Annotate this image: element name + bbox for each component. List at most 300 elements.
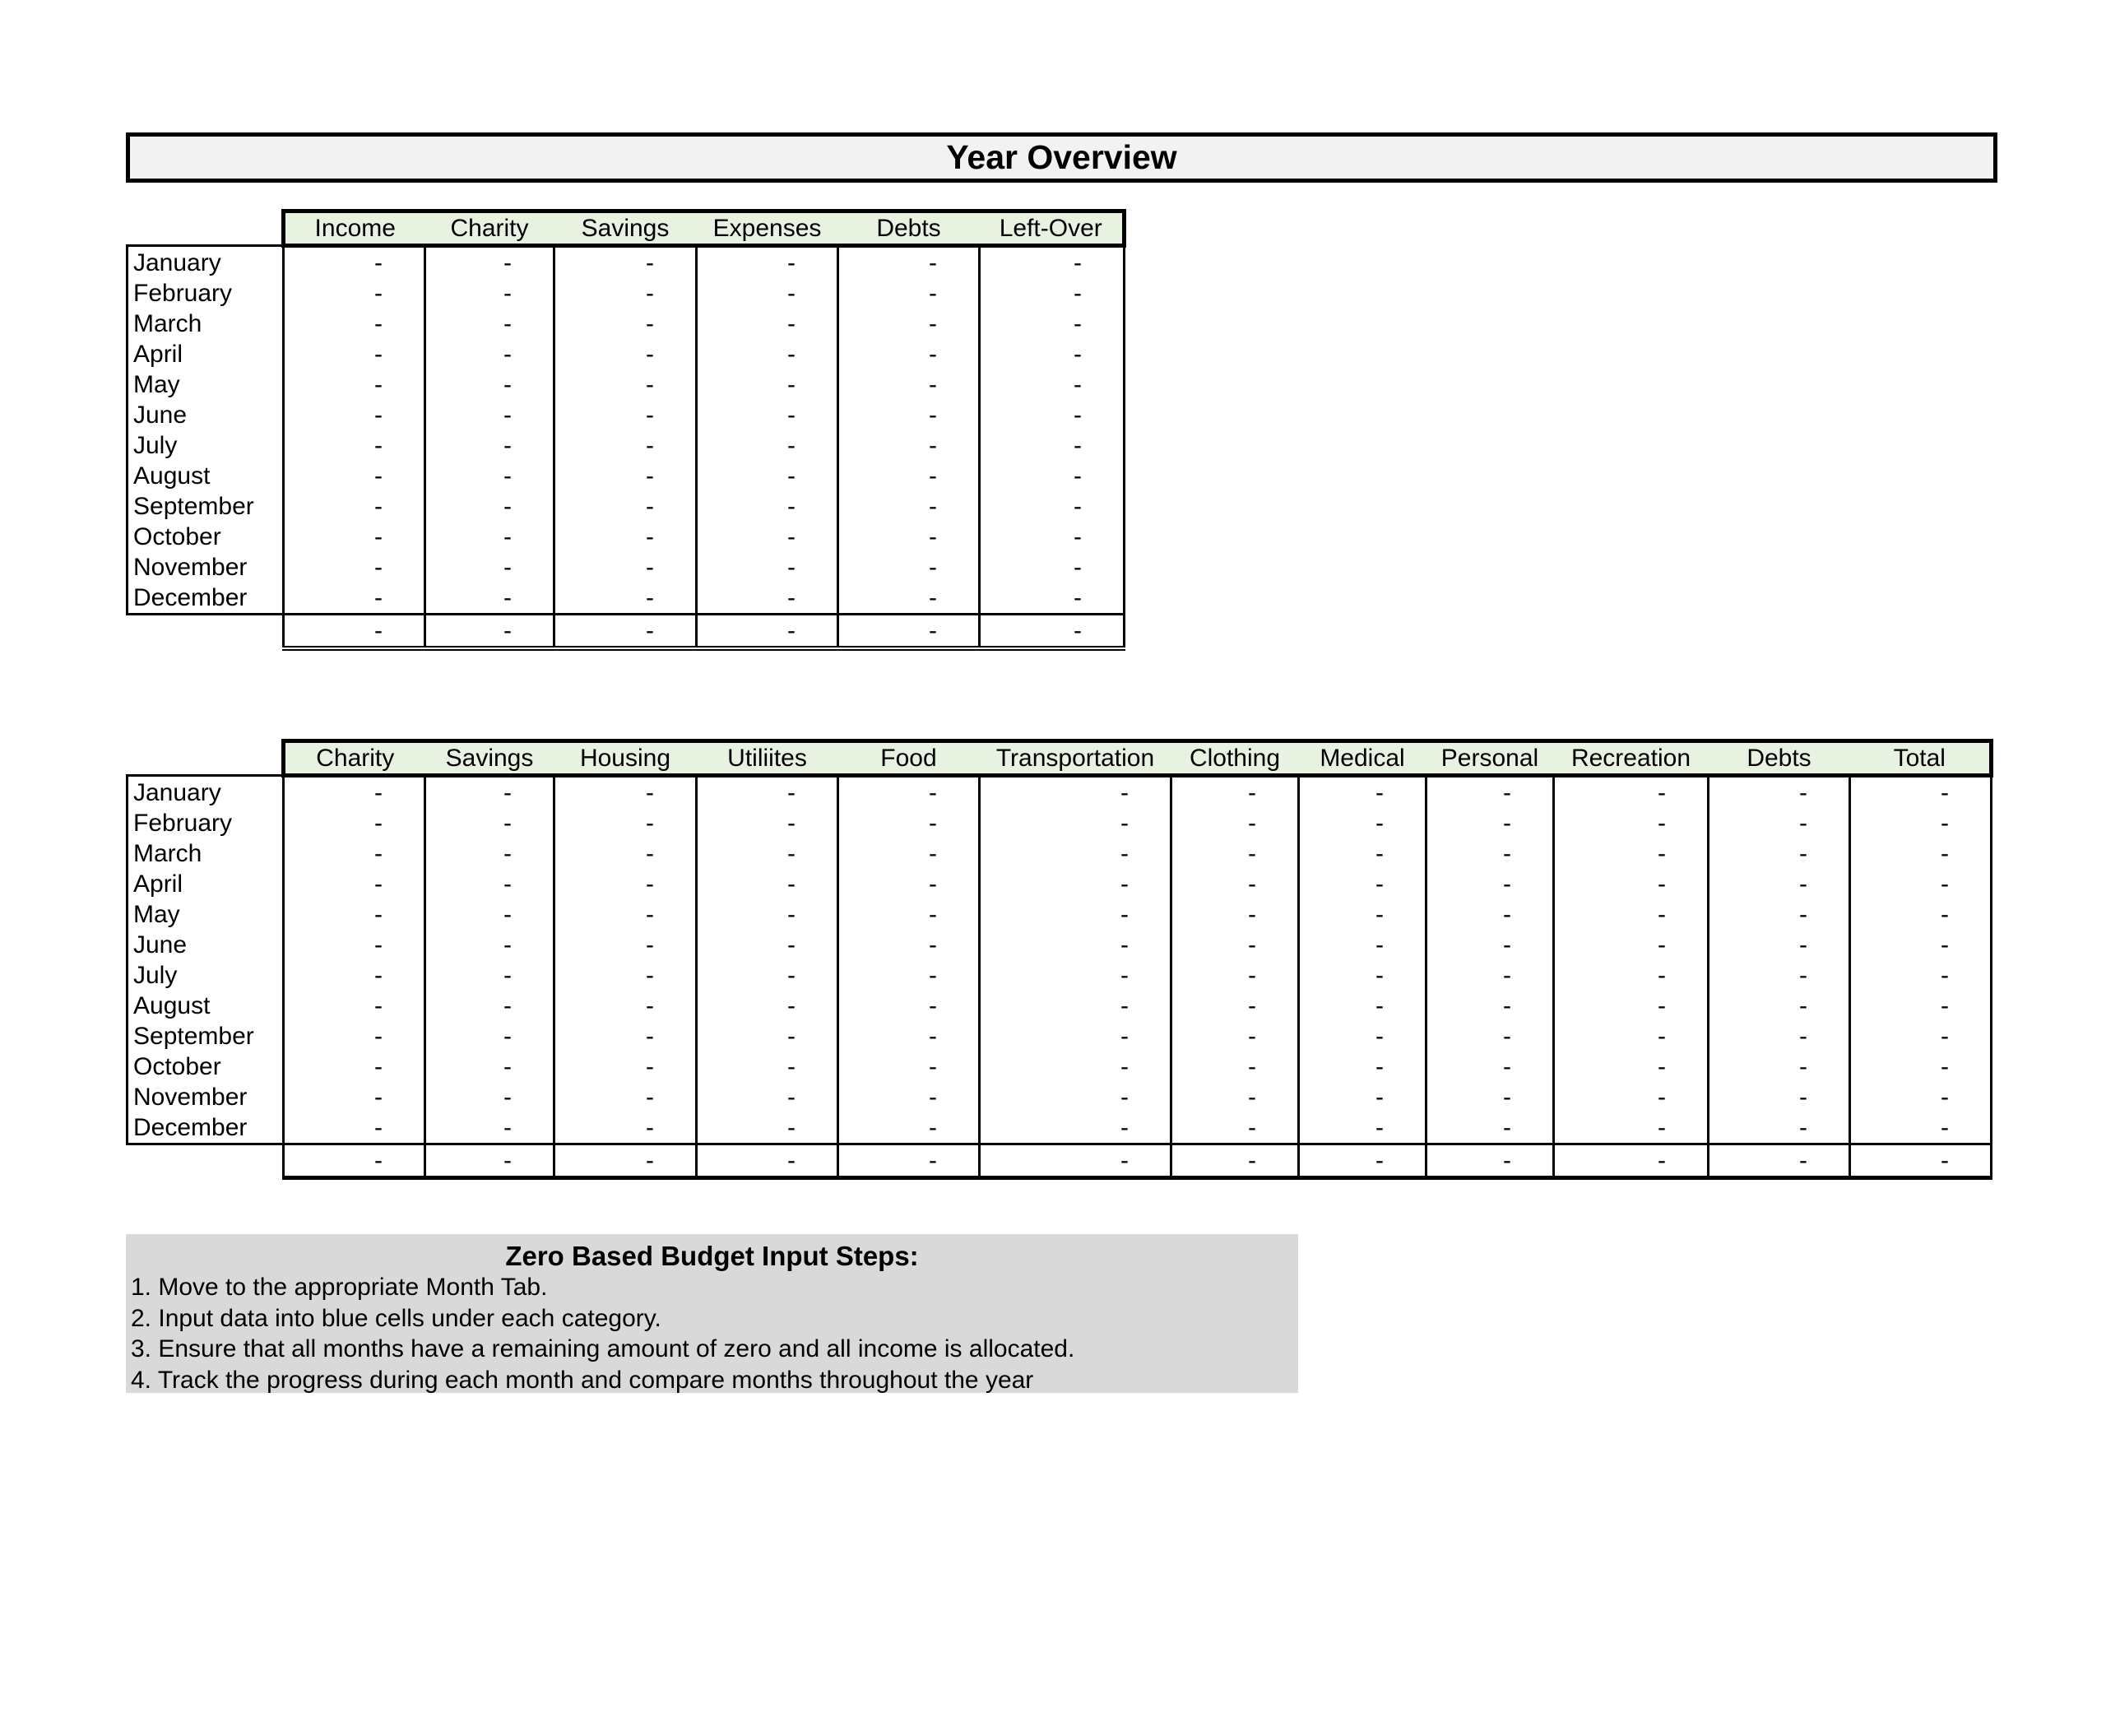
value-cell[interactable]: - bbox=[1554, 1112, 1709, 1144]
total-cell: - bbox=[697, 1144, 838, 1178]
value-cell[interactable]: - bbox=[284, 1021, 425, 1051]
total-cell: - bbox=[1850, 1144, 1992, 1178]
corner-blank bbox=[128, 741, 284, 776]
value-cell[interactable]: - bbox=[838, 1082, 980, 1112]
value-cell[interactable]: - bbox=[697, 1112, 838, 1144]
value-cell[interactable]: - bbox=[554, 339, 697, 369]
value-cell[interactable]: - bbox=[1709, 808, 1850, 838]
value-cell[interactable]: - bbox=[1554, 1021, 1709, 1051]
value-cell[interactable]: - bbox=[554, 869, 697, 899]
value-cell[interactable]: - bbox=[425, 930, 554, 960]
value-cell[interactable]: - bbox=[980, 930, 1171, 960]
value-cell[interactable]: - bbox=[1709, 869, 1850, 899]
value-cell[interactable]: - bbox=[1299, 838, 1426, 869]
column-header: Total bbox=[1850, 741, 1992, 776]
step-item: 3. Ensure that all months have a remaining amount of zero and all income is allocated. bbox=[131, 1335, 1075, 1362]
column-header: Charity bbox=[284, 741, 425, 776]
table-row bbox=[128, 491, 1125, 522]
value-cell[interactable]: - bbox=[554, 1082, 697, 1112]
value-cell[interactable]: - bbox=[1709, 991, 1850, 1021]
value-cell[interactable]: - bbox=[980, 339, 1125, 369]
value-cell[interactable]: - bbox=[425, 552, 554, 583]
value-cell[interactable]: - bbox=[1850, 808, 1992, 838]
table-row bbox=[128, 838, 1992, 869]
value-cell[interactable]: - bbox=[284, 430, 425, 461]
value-cell[interactable]: - bbox=[1426, 960, 1554, 991]
month-label: September bbox=[128, 491, 284, 522]
value-cell[interactable]: - bbox=[980, 1112, 1171, 1144]
value-cell[interactable]: - bbox=[1554, 1082, 1709, 1112]
value-cell[interactable]: - bbox=[980, 309, 1125, 339]
value-cell[interactable]: - bbox=[425, 808, 554, 838]
value-cell[interactable]: - bbox=[697, 838, 838, 869]
value-cell[interactable]: - bbox=[425, 960, 554, 991]
value-cell[interactable]: - bbox=[1554, 930, 1709, 960]
value-cell[interactable]: - bbox=[697, 1021, 838, 1051]
value-cell[interactable]: - bbox=[284, 869, 425, 899]
total-cell: - bbox=[838, 1144, 980, 1178]
value-cell[interactable]: - bbox=[554, 930, 697, 960]
value-cell[interactable]: - bbox=[838, 369, 980, 400]
value-cell[interactable]: - bbox=[838, 991, 980, 1021]
value-cell[interactable]: - bbox=[284, 369, 425, 400]
value-cell[interactable]: - bbox=[697, 309, 838, 339]
table-row bbox=[128, 246, 1125, 279]
value-cell[interactable]: - bbox=[980, 246, 1125, 279]
table-row bbox=[128, 339, 1125, 369]
value-cell[interactable]: - bbox=[697, 960, 838, 991]
table-row bbox=[128, 869, 1992, 899]
value-cell[interactable]: - bbox=[697, 1051, 838, 1082]
value-cell[interactable]: - bbox=[1426, 869, 1554, 899]
value-cell[interactable]: - bbox=[838, 583, 980, 615]
column-header: Personal bbox=[1426, 741, 1554, 776]
value-cell[interactable]: - bbox=[1426, 1051, 1554, 1082]
value-cell[interactable]: - bbox=[1299, 930, 1426, 960]
value-cell[interactable]: - bbox=[554, 309, 697, 339]
header-row bbox=[128, 741, 1992, 776]
value-cell[interactable]: - bbox=[697, 430, 838, 461]
step-item: 1. Move to the appropriate Month Tab. bbox=[131, 1274, 548, 1301]
value-cell[interactable]: - bbox=[697, 339, 838, 369]
value-cell[interactable]: - bbox=[1426, 1112, 1554, 1144]
value-cell[interactable]: - bbox=[697, 522, 838, 552]
value-cell[interactable]: - bbox=[425, 400, 554, 430]
value-cell[interactable]: - bbox=[1426, 1082, 1554, 1112]
total-cell: - bbox=[554, 615, 697, 649]
column-header: Income bbox=[284, 211, 425, 246]
table-row bbox=[128, 400, 1125, 430]
value-cell[interactable]: - bbox=[980, 899, 1171, 930]
value-cell[interactable]: - bbox=[1426, 899, 1554, 930]
totals-row bbox=[128, 1144, 1992, 1178]
value-cell[interactable]: - bbox=[980, 838, 1171, 869]
value-cell[interactable]: - bbox=[697, 899, 838, 930]
month-label: June bbox=[128, 400, 284, 430]
value-cell[interactable]: - bbox=[284, 400, 425, 430]
value-cell[interactable]: - bbox=[1171, 776, 1299, 809]
table-row bbox=[128, 278, 1125, 309]
month-label: May bbox=[128, 899, 284, 930]
value-cell[interactable]: - bbox=[980, 991, 1171, 1021]
value-cell[interactable]: - bbox=[284, 776, 425, 809]
value-cell[interactable]: - bbox=[1709, 1021, 1850, 1051]
value-cell[interactable]: - bbox=[838, 930, 980, 960]
value-cell[interactable]: - bbox=[554, 899, 697, 930]
total-cell: - bbox=[1171, 1144, 1299, 1178]
value-cell[interactable]: - bbox=[284, 583, 425, 615]
value-cell[interactable]: - bbox=[1709, 1082, 1850, 1112]
value-cell[interactable]: - bbox=[1426, 808, 1554, 838]
column-header: Transportation bbox=[980, 741, 1171, 776]
column-header: Clothing bbox=[1171, 741, 1299, 776]
month-label: April bbox=[128, 339, 284, 369]
value-cell[interactable]: - bbox=[1554, 1051, 1709, 1082]
value-cell[interactable]: - bbox=[697, 930, 838, 960]
value-cell[interactable]: - bbox=[1299, 1021, 1426, 1051]
value-cell[interactable]: - bbox=[1709, 838, 1850, 869]
table-row bbox=[128, 776, 1992, 809]
value-cell[interactable]: - bbox=[697, 808, 838, 838]
value-cell[interactable]: - bbox=[554, 369, 697, 400]
value-cell[interactable]: - bbox=[838, 1051, 980, 1082]
value-cell[interactable]: - bbox=[554, 522, 697, 552]
page-title: Year Overview bbox=[126, 132, 1997, 183]
value-cell[interactable]: - bbox=[1709, 1051, 1850, 1082]
value-cell[interactable]: - bbox=[838, 430, 980, 461]
value-cell[interactable]: - bbox=[1171, 1021, 1299, 1051]
value-cell[interactable]: - bbox=[1554, 776, 1709, 809]
totals-blank bbox=[128, 615, 284, 649]
value-cell[interactable]: - bbox=[1850, 991, 1992, 1021]
table-row bbox=[128, 583, 1125, 615]
table-row bbox=[128, 522, 1125, 552]
month-label: August bbox=[128, 461, 284, 491]
column-header: Left-Over bbox=[980, 211, 1125, 246]
value-cell[interactable]: - bbox=[284, 339, 425, 369]
value-cell[interactable]: - bbox=[425, 583, 554, 615]
value-cell[interactable]: - bbox=[554, 776, 697, 809]
value-cell[interactable]: - bbox=[838, 838, 980, 869]
total-cell: - bbox=[425, 615, 554, 649]
total-cell: - bbox=[554, 1144, 697, 1178]
value-cell[interactable]: - bbox=[425, 991, 554, 1021]
value-cell[interactable]: - bbox=[838, 776, 980, 809]
value-cell[interactable]: - bbox=[425, 1112, 554, 1144]
value-cell[interactable]: - bbox=[554, 430, 697, 461]
value-cell[interactable]: - bbox=[554, 1112, 697, 1144]
value-cell[interactable]: - bbox=[980, 461, 1125, 491]
value-cell[interactable]: - bbox=[697, 491, 838, 522]
month-label: February bbox=[128, 808, 284, 838]
value-cell[interactable]: - bbox=[980, 1082, 1171, 1112]
value-cell[interactable]: - bbox=[1299, 991, 1426, 1021]
value-cell[interactable]: - bbox=[554, 960, 697, 991]
value-cell[interactable]: - bbox=[838, 522, 980, 552]
value-cell[interactable]: - bbox=[980, 776, 1171, 809]
value-cell[interactable]: - bbox=[1554, 991, 1709, 1021]
table-row bbox=[128, 930, 1992, 960]
month-label: July bbox=[128, 960, 284, 991]
total-cell: - bbox=[1426, 1144, 1554, 1178]
value-cell[interactable]: - bbox=[1171, 808, 1299, 838]
value-cell[interactable]: - bbox=[284, 309, 425, 339]
value-cell[interactable]: - bbox=[697, 278, 838, 309]
value-cell[interactable]: - bbox=[1850, 930, 1992, 960]
value-cell[interactable]: - bbox=[980, 552, 1125, 583]
value-cell[interactable]: - bbox=[1171, 1051, 1299, 1082]
steps-heading: Zero Based Budget Input Steps: bbox=[505, 1241, 919, 1271]
column-header: Debts bbox=[1709, 741, 1850, 776]
table-row bbox=[128, 1082, 1992, 1112]
value-cell[interactable]: - bbox=[425, 1021, 554, 1051]
value-cell[interactable]: - bbox=[554, 1021, 697, 1051]
value-cell[interactable]: - bbox=[425, 339, 554, 369]
value-cell[interactable]: - bbox=[425, 278, 554, 309]
value-cell[interactable]: - bbox=[554, 400, 697, 430]
value-cell[interactable]: - bbox=[1850, 899, 1992, 930]
table-row bbox=[128, 1112, 1992, 1144]
value-cell[interactable]: - bbox=[1426, 1021, 1554, 1051]
column-header: Food bbox=[838, 741, 980, 776]
value-cell[interactable]: - bbox=[554, 1051, 697, 1082]
value-cell[interactable]: - bbox=[1554, 869, 1709, 899]
totals-row bbox=[128, 615, 1125, 649]
total-cell: - bbox=[284, 615, 425, 649]
value-cell[interactable]: - bbox=[425, 461, 554, 491]
totals-blank bbox=[128, 1144, 284, 1178]
value-cell[interactable]: - bbox=[1850, 869, 1992, 899]
value-cell[interactable]: - bbox=[1171, 930, 1299, 960]
total-cell: - bbox=[838, 615, 980, 649]
value-cell[interactable]: - bbox=[554, 491, 697, 522]
value-cell[interactable]: - bbox=[980, 430, 1125, 461]
header-row bbox=[128, 211, 1125, 246]
value-cell[interactable]: - bbox=[425, 869, 554, 899]
value-cell[interactable]: - bbox=[1850, 1112, 1992, 1144]
value-cell[interactable]: - bbox=[838, 309, 980, 339]
value-cell[interactable]: - bbox=[838, 808, 980, 838]
value-cell[interactable]: - bbox=[554, 991, 697, 1021]
value-cell[interactable]: - bbox=[697, 1082, 838, 1112]
total-cell: - bbox=[697, 615, 838, 649]
value-cell[interactable]: - bbox=[697, 552, 838, 583]
value-cell[interactable]: - bbox=[1299, 869, 1426, 899]
value-cell[interactable]: - bbox=[1299, 1082, 1426, 1112]
value-cell[interactable]: - bbox=[554, 461, 697, 491]
value-cell[interactable]: - bbox=[284, 1112, 425, 1144]
total-cell: - bbox=[1299, 1144, 1426, 1178]
value-cell[interactable]: - bbox=[1554, 899, 1709, 930]
value-cell[interactable]: - bbox=[1850, 776, 1992, 809]
column-header: Expenses bbox=[697, 211, 838, 246]
month-label: November bbox=[128, 1082, 284, 1112]
column-header: Savings bbox=[425, 741, 554, 776]
value-cell[interactable]: - bbox=[1709, 1112, 1850, 1144]
value-cell[interactable]: - bbox=[1171, 991, 1299, 1021]
value-cell[interactable]: - bbox=[1426, 991, 1554, 1021]
total-cell: - bbox=[980, 615, 1125, 649]
value-cell[interactable]: - bbox=[1709, 899, 1850, 930]
table-row bbox=[128, 899, 1992, 930]
value-cell[interactable]: - bbox=[1171, 899, 1299, 930]
income-summary-table bbox=[126, 209, 1126, 651]
month-label: November bbox=[128, 552, 284, 583]
corner-blank bbox=[128, 211, 284, 246]
value-cell[interactable]: - bbox=[284, 991, 425, 1021]
value-cell[interactable]: - bbox=[1709, 930, 1850, 960]
table-row bbox=[128, 1021, 1992, 1051]
value-cell[interactable]: - bbox=[1299, 1112, 1426, 1144]
value-cell[interactable]: - bbox=[284, 522, 425, 552]
month-label: May bbox=[128, 369, 284, 400]
value-cell[interactable]: - bbox=[838, 278, 980, 309]
value-cell[interactable]: - bbox=[284, 808, 425, 838]
value-cell[interactable]: - bbox=[838, 491, 980, 522]
value-cell[interactable]: - bbox=[980, 278, 1125, 309]
value-cell[interactable]: - bbox=[284, 838, 425, 869]
value-cell[interactable]: - bbox=[838, 960, 980, 991]
value-cell[interactable]: - bbox=[697, 400, 838, 430]
value-cell[interactable]: - bbox=[554, 246, 697, 279]
value-cell[interactable]: - bbox=[1850, 960, 1992, 991]
value-cell[interactable]: - bbox=[1850, 1021, 1992, 1051]
value-cell[interactable]: - bbox=[284, 491, 425, 522]
month-label: February bbox=[128, 278, 284, 309]
value-cell[interactable]: - bbox=[980, 1021, 1171, 1051]
value-cell[interactable]: - bbox=[697, 461, 838, 491]
value-cell[interactable]: - bbox=[1426, 930, 1554, 960]
value-cell[interactable]: - bbox=[1299, 899, 1426, 930]
value-cell[interactable]: - bbox=[425, 1051, 554, 1082]
value-cell[interactable]: - bbox=[838, 339, 980, 369]
value-cell[interactable]: - bbox=[980, 491, 1125, 522]
value-cell[interactable]: - bbox=[284, 278, 425, 309]
value-cell[interactable]: - bbox=[1171, 869, 1299, 899]
value-cell[interactable]: - bbox=[1850, 1051, 1992, 1082]
month-label: September bbox=[128, 1021, 284, 1051]
value-cell[interactable]: - bbox=[1299, 808, 1426, 838]
value-cell[interactable]: - bbox=[838, 1112, 980, 1144]
table-row bbox=[128, 369, 1125, 400]
month-label: March bbox=[128, 309, 284, 339]
expense-category-table bbox=[126, 739, 1993, 1180]
value-cell[interactable]: - bbox=[838, 461, 980, 491]
month-label: April bbox=[128, 869, 284, 899]
value-cell[interactable]: - bbox=[554, 278, 697, 309]
value-cell[interactable]: - bbox=[554, 583, 697, 615]
column-header: Housing bbox=[554, 741, 697, 776]
month-label: January bbox=[128, 246, 284, 279]
month-label: June bbox=[128, 930, 284, 960]
value-cell[interactable]: - bbox=[425, 491, 554, 522]
value-cell[interactable]: - bbox=[1426, 776, 1554, 809]
column-header: Recreation bbox=[1554, 741, 1709, 776]
value-cell[interactable]: - bbox=[980, 522, 1125, 552]
table-row bbox=[128, 960, 1992, 991]
value-cell[interactable]: - bbox=[838, 552, 980, 583]
value-cell[interactable]: - bbox=[425, 1082, 554, 1112]
value-cell[interactable]: - bbox=[284, 930, 425, 960]
value-cell[interactable]: - bbox=[1299, 1051, 1426, 1082]
value-cell[interactable]: - bbox=[1299, 960, 1426, 991]
value-cell[interactable]: - bbox=[838, 869, 980, 899]
value-cell[interactable]: - bbox=[838, 1021, 980, 1051]
value-cell[interactable]: - bbox=[1171, 1082, 1299, 1112]
value-cell[interactable]: - bbox=[284, 899, 425, 930]
value-cell[interactable]: - bbox=[425, 899, 554, 930]
value-cell[interactable]: - bbox=[425, 522, 554, 552]
value-cell[interactable]: - bbox=[1171, 960, 1299, 991]
value-cell[interactable]: - bbox=[1709, 776, 1850, 809]
value-cell[interactable]: - bbox=[697, 991, 838, 1021]
value-cell[interactable]: - bbox=[425, 369, 554, 400]
value-cell[interactable]: - bbox=[697, 583, 838, 615]
month-label: August bbox=[128, 991, 284, 1021]
value-cell[interactable]: - bbox=[425, 430, 554, 461]
value-cell[interactable]: - bbox=[697, 869, 838, 899]
value-cell[interactable]: - bbox=[838, 400, 980, 430]
value-cell[interactable]: - bbox=[1709, 960, 1850, 991]
value-cell[interactable]: - bbox=[1171, 1112, 1299, 1144]
value-cell[interactable]: - bbox=[284, 960, 425, 991]
total-cell: - bbox=[1554, 1144, 1709, 1178]
value-cell[interactable]: - bbox=[1554, 838, 1709, 869]
value-cell[interactable]: - bbox=[554, 552, 697, 583]
total-cell: - bbox=[980, 1144, 1171, 1178]
month-label: December bbox=[128, 1112, 284, 1144]
value-cell[interactable]: - bbox=[980, 960, 1171, 991]
value-cell[interactable]: - bbox=[284, 1082, 425, 1112]
value-cell[interactable]: - bbox=[554, 838, 697, 869]
table-row bbox=[128, 552, 1125, 583]
month-label: October bbox=[128, 522, 284, 552]
value-cell[interactable]: - bbox=[284, 552, 425, 583]
value-cell[interactable]: - bbox=[980, 869, 1171, 899]
value-cell[interactable]: - bbox=[1554, 808, 1709, 838]
value-cell[interactable]: - bbox=[554, 808, 697, 838]
step-item: 4. Track the progress during each month and compare months throughout the year bbox=[131, 1366, 1034, 1394]
value-cell[interactable]: - bbox=[697, 776, 838, 809]
value-cell[interactable]: - bbox=[425, 309, 554, 339]
value-cell[interactable]: - bbox=[284, 461, 425, 491]
value-cell[interactable]: - bbox=[1299, 776, 1426, 809]
value-cell[interactable]: - bbox=[980, 583, 1125, 615]
value-cell[interactable]: - bbox=[980, 1051, 1171, 1082]
table-row bbox=[128, 461, 1125, 491]
value-cell[interactable]: - bbox=[1850, 1082, 1992, 1112]
value-cell[interactable]: - bbox=[1171, 838, 1299, 869]
table-row bbox=[128, 808, 1992, 838]
value-cell[interactable]: - bbox=[980, 400, 1125, 430]
value-cell[interactable]: - bbox=[1426, 838, 1554, 869]
value-cell[interactable]: - bbox=[284, 1051, 425, 1082]
value-cell[interactable]: - bbox=[1554, 960, 1709, 991]
value-cell[interactable]: - bbox=[1850, 838, 1992, 869]
value-cell[interactable]: - bbox=[425, 776, 554, 809]
value-cell[interactable]: - bbox=[697, 246, 838, 279]
value-cell[interactable]: - bbox=[838, 899, 980, 930]
value-cell[interactable]: - bbox=[425, 246, 554, 279]
value-cell[interactable]: - bbox=[838, 246, 980, 279]
value-cell[interactable]: - bbox=[697, 369, 838, 400]
value-cell[interactable]: - bbox=[425, 838, 554, 869]
month-label: October bbox=[128, 1051, 284, 1082]
value-cell[interactable]: - bbox=[284, 246, 425, 279]
value-cell[interactable]: - bbox=[980, 369, 1125, 400]
value-cell[interactable]: - bbox=[980, 808, 1171, 838]
month-label: December bbox=[128, 583, 284, 615]
